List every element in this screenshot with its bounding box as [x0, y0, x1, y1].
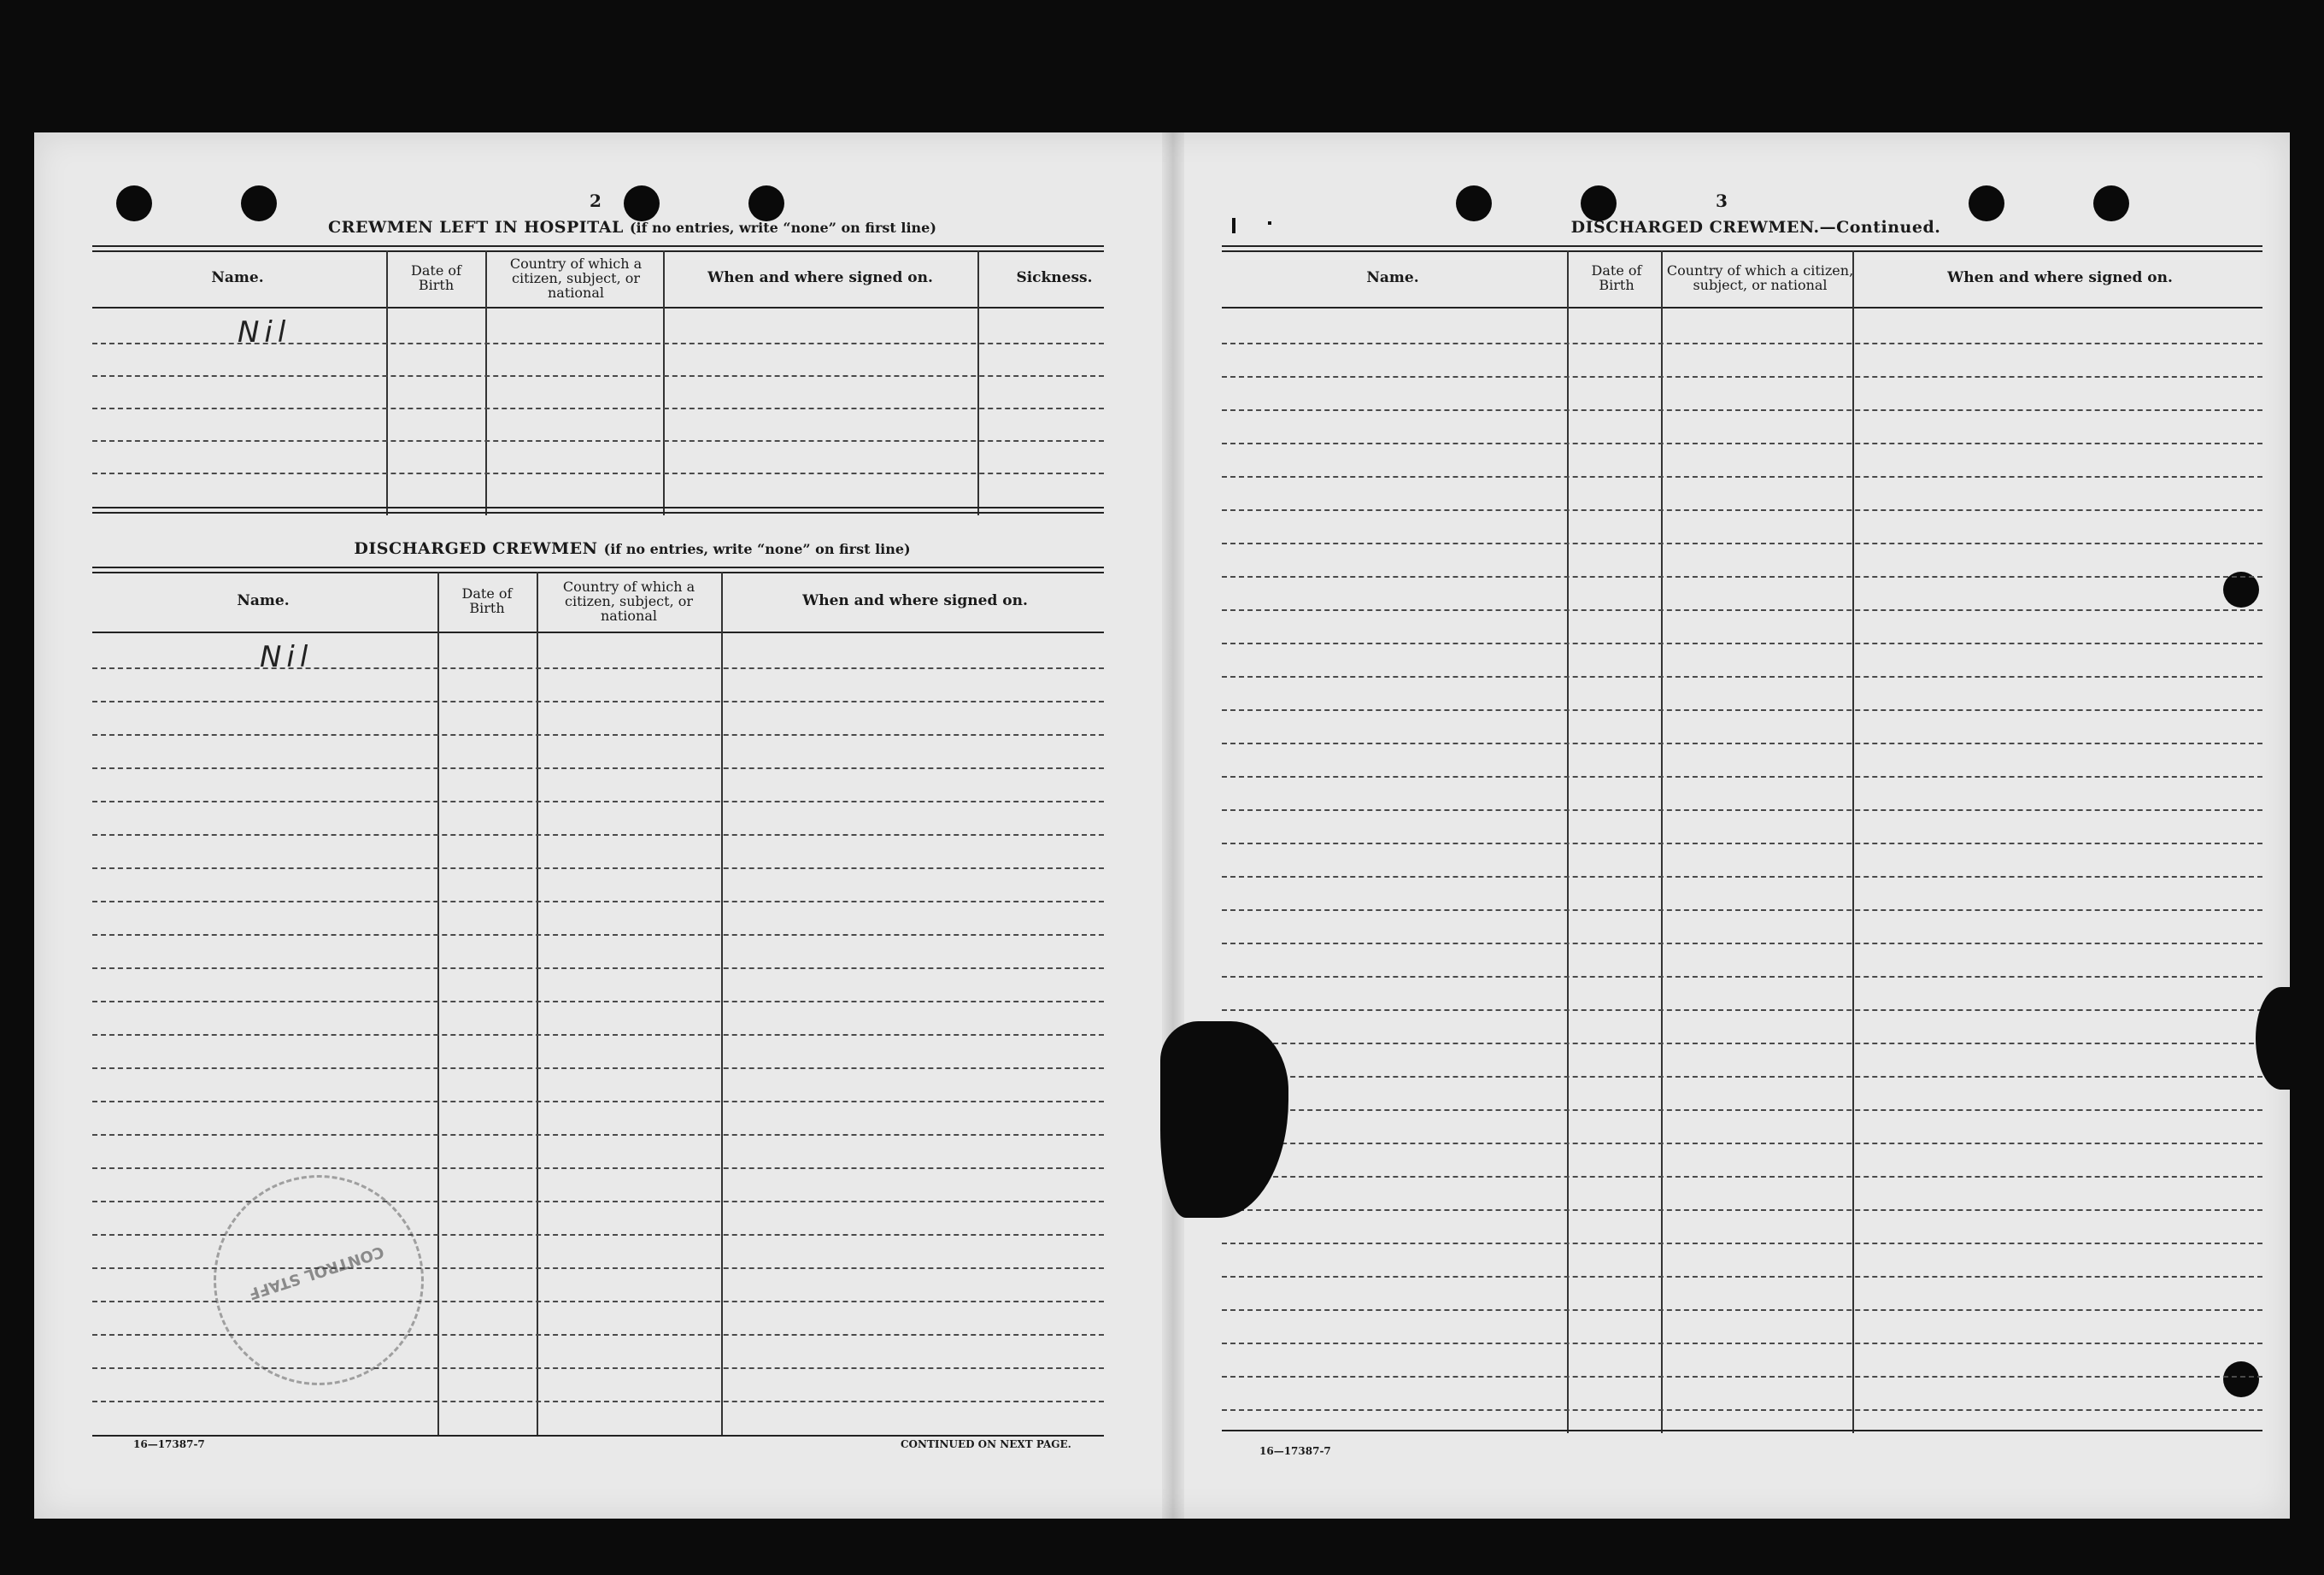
- entry-line: [1222, 1409, 2262, 1411]
- entry-line: [1222, 909, 2262, 911]
- header-bottom-rule: [92, 307, 1104, 309]
- entry-line: [1222, 743, 2262, 744]
- discharged-title-note: (if no entries, write “none” on first line): [603, 541, 911, 557]
- entry-line: [92, 1367, 1104, 1369]
- header-bottom-rule: [1222, 307, 2262, 309]
- table-bottom-rule: [92, 1435, 1104, 1437]
- ink-mark: [1232, 218, 1235, 233]
- col-header-date-of-birth: Date of Birth: [411, 262, 461, 293]
- entry-line: [1222, 1343, 2262, 1344]
- discharged-title-text: DISCHARGED CREWMEN: [354, 539, 598, 558]
- table-top-rule: [92, 567, 1104, 573]
- discharged-continued-title: DISCHARGED CREWMEN.—Continued.: [1570, 218, 1941, 237]
- entry-line: [1222, 1376, 2262, 1378]
- col-header-name: Name.: [1366, 268, 1419, 286]
- table-top-rule: [92, 245, 1104, 252]
- entry-line: [92, 734, 1104, 736]
- entry-line: [1222, 1209, 2262, 1211]
- entry-line: [1222, 476, 2262, 478]
- entry-line: [92, 375, 1104, 377]
- entry-line: [1222, 543, 2262, 544]
- col-header-country: Country of which a citizen, subject, or national: [562, 578, 695, 624]
- stamp-text: CONTROL STAFF: [246, 1242, 386, 1303]
- entry-line: [92, 901, 1104, 902]
- entry-line: [1222, 1009, 2262, 1011]
- entry-line: [92, 1167, 1104, 1169]
- entry-line: [92, 440, 1104, 442]
- entry-line: [1222, 409, 2262, 411]
- entry-line: [92, 1134, 1104, 1136]
- col-header-country: Country of which a citizen, subject, or national: [1666, 262, 1854, 293]
- document-sheet: [34, 132, 2290, 1519]
- entry-line: [1222, 876, 2262, 878]
- punch-hole: [1456, 185, 1492, 221]
- entry-line: [1222, 976, 2262, 978]
- column-divider: [977, 250, 979, 515]
- entry-line: [92, 767, 1104, 769]
- entry-line: [1222, 676, 2262, 678]
- entry-line: [1222, 609, 2262, 611]
- entry-line: [92, 1034, 1104, 1036]
- entry-line: [92, 667, 1104, 669]
- col-header-signed-on: When and where signed on.: [707, 268, 933, 286]
- entry-line: [92, 1101, 1104, 1102]
- entry-line: [1222, 443, 2262, 444]
- col-header-name: Name.: [211, 268, 264, 286]
- entry-line: [92, 1201, 1104, 1202]
- entry-line: [92, 701, 1104, 702]
- entry-line: [1222, 1176, 2262, 1178]
- entry-line: [1222, 709, 2262, 711]
- col-header-date-of-birth: Date of Birth: [1591, 262, 1642, 293]
- page-number-left: 2: [590, 191, 602, 211]
- table-bottom-rule: [1222, 1430, 2262, 1431]
- form-code-left: 16—17387-7: [133, 1438, 205, 1450]
- entry-line: [92, 934, 1104, 936]
- col-header-signed-on: When and where signed on.: [802, 591, 1028, 609]
- entry-line: [1222, 343, 2262, 344]
- entry-line: [92, 967, 1104, 969]
- entry-line: [1222, 1109, 2262, 1111]
- entry-line: [1222, 809, 2262, 811]
- punch-hole: [1969, 185, 2004, 221]
- page-number-right: 3: [1716, 191, 1728, 211]
- punch-hole: [2093, 185, 2129, 221]
- header-bottom-rule: [92, 632, 1104, 633]
- discharged-section-title-left: [128, 539, 1136, 558]
- punch-hole: [748, 185, 784, 221]
- column-divider: [386, 250, 388, 515]
- discharged-table-right: [1222, 245, 2262, 1459]
- handwritten-entry: Nil: [260, 640, 314, 674]
- hospital-title-note: (if no entries, write “none” on first line): [629, 220, 936, 236]
- punch-hole: [624, 185, 660, 221]
- column-divider: [1567, 250, 1569, 1433]
- column-divider: [485, 250, 487, 515]
- col-header-signed-on: When and where signed on.: [1947, 268, 2173, 286]
- col-header-name: Name.: [237, 591, 290, 609]
- column-divider: [1852, 250, 1854, 1433]
- entry-line: [92, 1001, 1104, 1002]
- entry-line: [1222, 843, 2262, 844]
- entry-line: [1222, 1309, 2262, 1311]
- punch-hole: [241, 185, 277, 221]
- column-divider: [663, 250, 665, 515]
- entry-line: [92, 473, 1104, 474]
- col-header-sickness: Sickness.: [1016, 268, 1093, 286]
- entry-line: [1222, 1276, 2262, 1278]
- punch-hole: [116, 185, 152, 221]
- col-header-country: Country of which a citizen, subject, or national: [509, 255, 643, 301]
- entry-line: [92, 408, 1104, 409]
- entry-line: [1222, 943, 2262, 944]
- entry-line: [92, 867, 1104, 869]
- entry-line: [1222, 1243, 2262, 1244]
- entry-line: [1222, 376, 2262, 378]
- column-divider: [1661, 250, 1663, 1433]
- entry-line: [92, 834, 1104, 836]
- continued-note: CONTINUED ON NEXT PAGE.: [901, 1438, 1071, 1450]
- entry-line: [92, 801, 1104, 802]
- torn-edge: [2256, 987, 2307, 1090]
- entry-line: [92, 1401, 1104, 1402]
- entry-line: [1222, 776, 2262, 778]
- col-header-date-of-birth: Date of Birth: [461, 585, 513, 616]
- ink-mark: [1268, 221, 1271, 225]
- form-code-right: 16—17387-7: [1259, 1445, 1331, 1457]
- center-fold: [1162, 132, 1184, 1519]
- entry-line: [1222, 1043, 2262, 1044]
- entry-line: [1222, 643, 2262, 644]
- hospital-table: [92, 245, 1104, 519]
- entry-line: [1222, 509, 2262, 511]
- hospital-title-text: CREWMEN LEFT IN HOSPITAL: [328, 218, 624, 237]
- handwritten-entry: Nil: [238, 315, 291, 350]
- table-top-rule: [1222, 245, 2262, 252]
- entry-line: [1222, 1076, 2262, 1078]
- entry-line: [1222, 1143, 2262, 1144]
- punch-hole: [1581, 185, 1617, 221]
- discharged-table-left: [92, 567, 1104, 1575]
- entry-line: [92, 1067, 1104, 1069]
- table-bottom-rule: [92, 507, 1104, 514]
- hospital-section-title: [128, 218, 1136, 237]
- entry-line: [1222, 576, 2262, 578]
